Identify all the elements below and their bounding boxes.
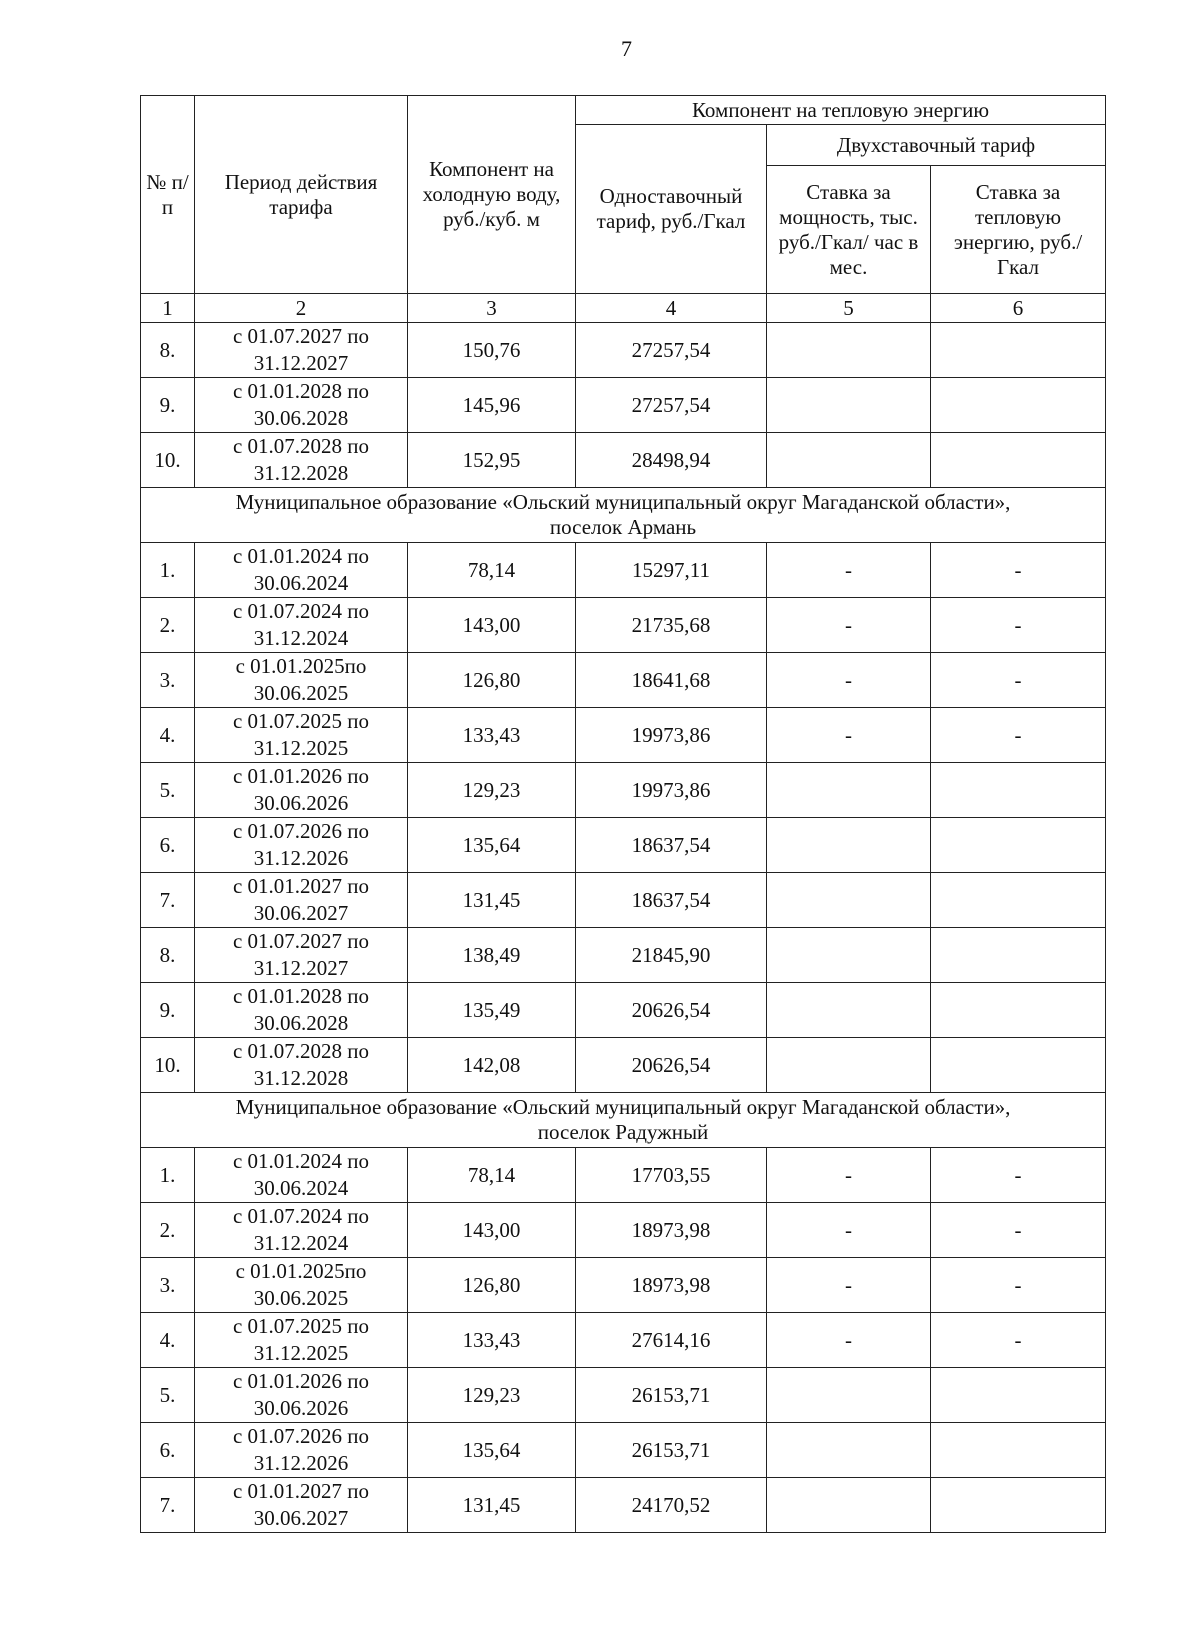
header-heat-energy-rate: Ставка за тепловую энергию, руб./Гкал — [931, 166, 1106, 294]
cold-water-value: 135,49 — [408, 983, 576, 1038]
header-period: Период действия тарифа — [195, 96, 408, 294]
one-rate-value: 26153,71 — [576, 1423, 767, 1478]
capacity-rate-value: - — [767, 1148, 931, 1203]
cold-water-value: 131,45 — [408, 1478, 576, 1533]
table-row — [141, 818, 1106, 873]
cold-water-value: 135,64 — [408, 818, 576, 873]
cold-water-value: 129,23 — [408, 763, 576, 818]
tariff-table — [140, 95, 1106, 1533]
cold-water-value: 150,76 — [408, 323, 576, 378]
period-start: с 01.01.2026 по — [232, 764, 370, 788]
period-cell — [195, 1148, 408, 1203]
table-row — [141, 1258, 1106, 1313]
one-rate-value: 18641,68 — [576, 653, 767, 708]
section-title-line: поселок Армань — [549, 515, 697, 539]
section-title-line: Муниципальное образование «Ольский муниципальный округ Магаданской области», — [235, 490, 1011, 514]
period-start: с 01.01.2027 по — [232, 1479, 370, 1503]
period-end: 30.06.2025 — [253, 681, 349, 705]
table-row — [141, 378, 1106, 433]
one-rate-value: 18637,54 — [576, 873, 767, 928]
capacity-rate-value — [767, 818, 931, 873]
period-cell — [195, 653, 408, 708]
column-number: 4 — [576, 294, 767, 323]
capacity-rate-value: - — [767, 653, 931, 708]
one-rate-value: 18637,54 — [576, 818, 767, 873]
row-number: 10. — [141, 1038, 195, 1093]
cold-water-value: 133,43 — [408, 708, 576, 763]
period-cell — [195, 763, 408, 818]
page-number: 7 — [621, 36, 632, 61]
cold-water-value: 126,80 — [408, 653, 576, 708]
column-numbers-row — [141, 294, 1106, 323]
cold-water-value: 126,80 — [408, 1258, 576, 1313]
capacity-rate-value: - — [767, 1258, 931, 1313]
row-number: 4. — [141, 708, 195, 763]
cold-water-value: 143,00 — [408, 598, 576, 653]
one-rate-value: 19973,86 — [576, 763, 767, 818]
period-end: 30.06.2026 — [253, 791, 349, 815]
row-number: 9. — [141, 378, 195, 433]
period-start: с 01.07.2028 по — [232, 1039, 370, 1063]
period-start: с 01.01.2027 по — [232, 874, 370, 898]
row-number: 4. — [141, 1313, 195, 1368]
period-end: 30.06.2028 — [253, 1011, 349, 1035]
row-number: 5. — [141, 1368, 195, 1423]
period-end: 30.06.2028 — [253, 406, 349, 430]
row-number: 8. — [141, 323, 195, 378]
period-cell — [195, 873, 408, 928]
header-number: № п/п — [141, 96, 195, 294]
table-row — [141, 653, 1106, 708]
period-end: 31.12.2027 — [253, 956, 349, 980]
one-rate-value: 24170,52 — [576, 1478, 767, 1533]
column-number: 5 — [767, 294, 931, 323]
period-start: с 01.01.2024 по — [232, 544, 370, 568]
column-number: 1 — [141, 294, 195, 323]
section-header-row — [141, 1093, 1106, 1148]
period-end: 31.12.2024 — [253, 626, 349, 650]
table-row — [141, 1478, 1106, 1533]
period-cell — [195, 818, 408, 873]
cold-water-value: 129,23 — [408, 1368, 576, 1423]
cold-water-value: 133,43 — [408, 1313, 576, 1368]
capacity-rate-value — [767, 1423, 931, 1478]
period-end: 30.06.2024 — [253, 571, 349, 595]
table-row — [141, 873, 1106, 928]
capacity-rate-value: - — [767, 598, 931, 653]
section-title — [141, 1093, 1106, 1148]
heat-rate-value — [931, 1423, 1106, 1478]
period-cell — [195, 1038, 408, 1093]
table-row — [141, 1368, 1106, 1423]
period-end: 30.06.2026 — [253, 1396, 349, 1420]
heat-rate-value: - — [931, 1258, 1106, 1313]
heat-rate-value: - — [931, 598, 1106, 653]
capacity-rate-value: - — [767, 708, 931, 763]
period-start: с 01.01.2024 по — [232, 1149, 370, 1173]
cold-water-value: 78,14 — [408, 1148, 576, 1203]
capacity-rate-value — [767, 323, 931, 378]
row-number: 5. — [141, 763, 195, 818]
one-rate-value: 21735,68 — [576, 598, 767, 653]
cold-water-value: 142,08 — [408, 1038, 576, 1093]
one-rate-value: 15297,11 — [576, 543, 767, 598]
period-end: 30.06.2024 — [253, 1176, 349, 1200]
heat-rate-value: - — [931, 1148, 1106, 1203]
row-number: 2. — [141, 598, 195, 653]
section-title-line: поселок Радужный — [537, 1120, 709, 1144]
table-row — [141, 1313, 1106, 1368]
period-cell — [195, 1478, 408, 1533]
heat-rate-value — [931, 378, 1106, 433]
capacity-rate-value: - — [767, 1313, 931, 1368]
heat-rate-value — [931, 763, 1106, 818]
row-number: 6. — [141, 1423, 195, 1478]
heat-rate-value — [931, 1368, 1106, 1423]
heat-rate-value: - — [931, 708, 1106, 763]
table-row — [141, 1423, 1106, 1478]
period-start: с 01.01.2025по — [235, 654, 367, 678]
table-row — [141, 433, 1106, 488]
period-start: с 01.01.2028 по — [232, 379, 370, 403]
table-row — [141, 323, 1106, 378]
row-number: 9. — [141, 983, 195, 1038]
cold-water-value: 143,00 — [408, 1203, 576, 1258]
table-row — [141, 763, 1106, 818]
heat-rate-value — [931, 1478, 1106, 1533]
heat-rate-value: - — [931, 543, 1106, 598]
table-row — [141, 983, 1106, 1038]
period-cell — [195, 1313, 408, 1368]
capacity-rate-value — [767, 983, 931, 1038]
capacity-rate-value — [767, 1478, 931, 1533]
cold-water-value: 152,95 — [408, 433, 576, 488]
capacity-rate-value — [767, 433, 931, 488]
period-end: 31.12.2026 — [253, 1451, 349, 1475]
cold-water-value: 145,96 — [408, 378, 576, 433]
capacity-rate-value — [767, 1368, 931, 1423]
period-end: 31.12.2026 — [253, 846, 349, 870]
period-cell — [195, 323, 408, 378]
header-capacity-rate: Ставка за мощность, тыс. руб./Гкал/ час в мес. — [767, 166, 931, 294]
column-number: 6 — [931, 294, 1106, 323]
period-end: 31.12.2028 — [253, 461, 349, 485]
period-cell — [195, 1423, 408, 1478]
period-start: с 01.07.2026 по — [232, 1424, 370, 1448]
header-two-rate-tariff: Двухставочный тариф — [767, 125, 1106, 166]
row-number: 6. — [141, 818, 195, 873]
table-row — [141, 1148, 1106, 1203]
one-rate-value: 19973,86 — [576, 708, 767, 763]
row-number: 10. — [141, 433, 195, 488]
heat-rate-value — [931, 983, 1106, 1038]
capacity-rate-value: - — [767, 543, 931, 598]
table-row — [141, 598, 1106, 653]
cold-water-value: 135,64 — [408, 1423, 576, 1478]
row-number: 3. — [141, 1258, 195, 1313]
capacity-rate-value: - — [767, 1203, 931, 1258]
row-number: 3. — [141, 653, 195, 708]
one-rate-value: 18973,98 — [576, 1258, 767, 1313]
one-rate-value: 21845,90 — [576, 928, 767, 983]
period-start: с 01.07.2025 по — [232, 1314, 370, 1338]
heat-rate-value: - — [931, 1313, 1106, 1368]
header-cold-water: Компонент на холодную воду, руб./куб. м — [408, 96, 576, 294]
row-number: 2. — [141, 1203, 195, 1258]
section-header-row — [141, 488, 1106, 543]
one-rate-value: 27614,16 — [576, 1313, 767, 1368]
period-start: с 01.07.2028 по — [232, 434, 370, 458]
heat-rate-value — [931, 433, 1106, 488]
one-rate-value: 27257,54 — [576, 378, 767, 433]
period-cell — [195, 543, 408, 598]
table-row — [141, 1038, 1106, 1093]
period-end: 31.12.2025 — [253, 1341, 349, 1365]
period-start: с 01.07.2026 по — [232, 819, 370, 843]
period-start: с 01.07.2025 по — [232, 709, 370, 733]
period-end: 30.06.2025 — [253, 1286, 349, 1310]
row-number: 8. — [141, 928, 195, 983]
cold-water-value: 78,14 — [408, 543, 576, 598]
heat-rate-value: - — [931, 653, 1106, 708]
period-end: 31.12.2025 — [253, 736, 349, 760]
period-start: с 01.01.2025по — [235, 1259, 367, 1283]
row-number: 1. — [141, 543, 195, 598]
period-cell — [195, 433, 408, 488]
period-start: с 01.07.2027 по — [232, 929, 370, 953]
heat-rate-value — [931, 323, 1106, 378]
heat-rate-value — [931, 818, 1106, 873]
period-start: с 01.01.2026 по — [232, 1369, 370, 1393]
header-one-rate-tariff: Одноставочный тариф, руб./Гкал — [576, 125, 767, 294]
heat-rate-value — [931, 928, 1106, 983]
period-start: с 01.01.2028 по — [232, 984, 370, 1008]
column-number: 2 — [195, 294, 408, 323]
period-cell — [195, 708, 408, 763]
cold-water-value: 131,45 — [408, 873, 576, 928]
period-cell — [195, 378, 408, 433]
row-number: 7. — [141, 1478, 195, 1533]
section-title — [141, 488, 1106, 543]
table-row — [141, 543, 1106, 598]
period-end: 31.12.2024 — [253, 1231, 349, 1255]
capacity-rate-value — [767, 928, 931, 983]
period-end: 30.06.2027 — [253, 1506, 349, 1530]
one-rate-value: 20626,54 — [576, 983, 767, 1038]
period-cell — [195, 1203, 408, 1258]
period-end: 31.12.2027 — [253, 351, 349, 375]
period-cell — [195, 1368, 408, 1423]
row-number: 1. — [141, 1148, 195, 1203]
capacity-rate-value — [767, 378, 931, 433]
period-cell — [195, 1258, 408, 1313]
period-start: с 01.07.2024 по — [232, 599, 370, 623]
period-start: с 01.07.2024 по — [232, 1204, 370, 1228]
capacity-rate-value — [767, 873, 931, 928]
one-rate-value: 26153,71 — [576, 1368, 767, 1423]
capacity-rate-value — [767, 763, 931, 818]
column-number: 3 — [408, 294, 576, 323]
header-heat-component: Компонент на тепловую энергию — [576, 96, 1106, 125]
period-cell — [195, 928, 408, 983]
one-rate-value: 17703,55 — [576, 1148, 767, 1203]
capacity-rate-value — [767, 1038, 931, 1093]
one-rate-value: 20626,54 — [576, 1038, 767, 1093]
table-row — [141, 708, 1106, 763]
table-row — [141, 928, 1106, 983]
cold-water-value: 138,49 — [408, 928, 576, 983]
heat-rate-value — [931, 1038, 1106, 1093]
row-number: 7. — [141, 873, 195, 928]
one-rate-value: 28498,94 — [576, 433, 767, 488]
period-start: с 01.07.2027 по — [232, 324, 370, 348]
one-rate-value: 27257,54 — [576, 323, 767, 378]
table-row — [141, 1203, 1106, 1258]
period-end: 31.12.2028 — [253, 1066, 349, 1090]
period-cell — [195, 983, 408, 1038]
one-rate-value: 18973,98 — [576, 1203, 767, 1258]
period-end: 30.06.2027 — [253, 901, 349, 925]
section-title-line: Муниципальное образование «Ольский муниципальный округ Магаданской области», — [235, 1095, 1011, 1119]
period-cell — [195, 598, 408, 653]
heat-rate-value: - — [931, 1203, 1106, 1258]
heat-rate-value — [931, 873, 1106, 928]
